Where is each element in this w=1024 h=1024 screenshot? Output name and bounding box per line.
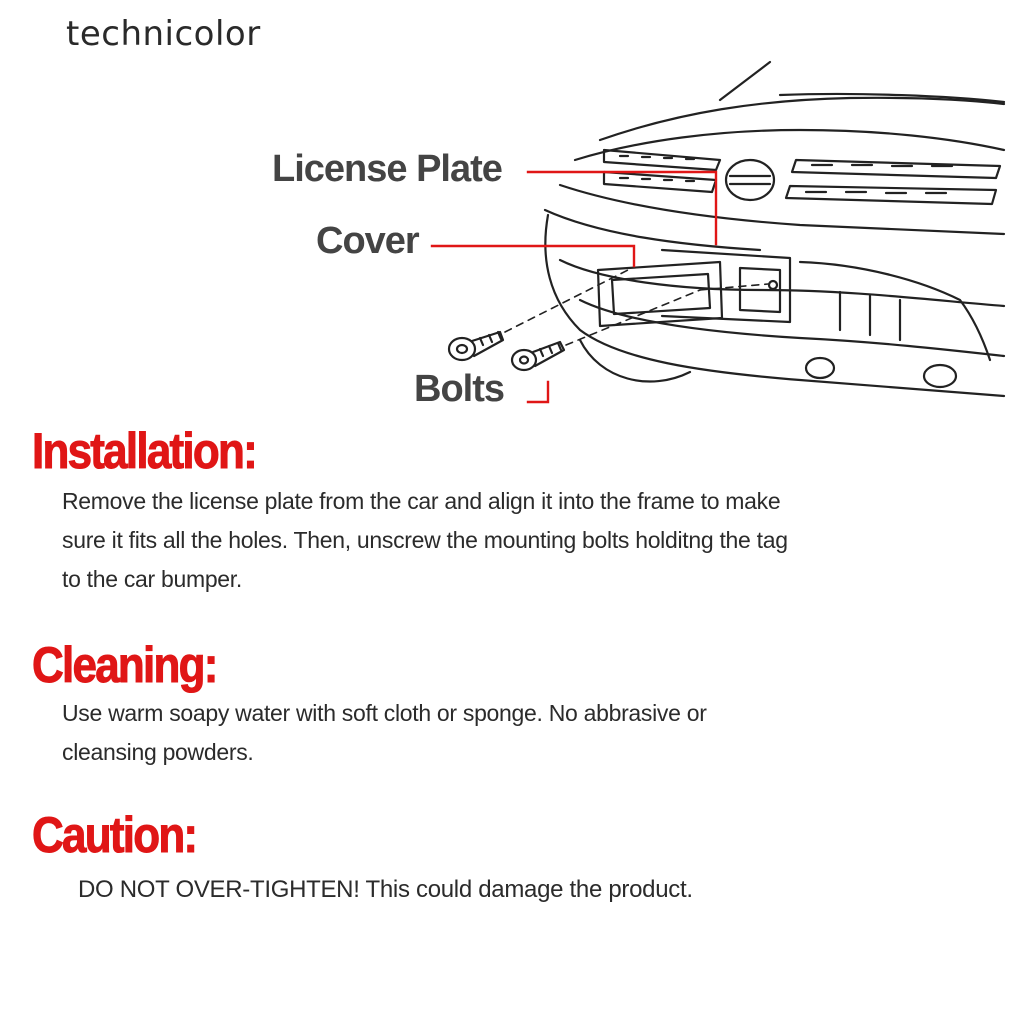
cleaning-text xyxy=(62,694,862,772)
cleaning-heading: Cleaning: xyxy=(32,637,217,693)
caution-text: DO NOT OVER-TIGHTEN! This could damage the product. xyxy=(78,876,693,903)
bolts-label: Bolts xyxy=(414,368,504,410)
car-bumper-illustration xyxy=(0,60,1024,420)
installation-line-2: sure it fits all the holes. Then, unscrew the mounting bolts holditng the tag xyxy=(62,527,788,553)
installation-line-3: to the car bumper. xyxy=(62,566,242,592)
brand-watermark: technicolor xyxy=(66,14,261,54)
caution-heading: Caution: xyxy=(32,807,197,863)
installation-text xyxy=(62,482,962,599)
cover-label: Cover xyxy=(316,220,419,262)
cleaning-line-2: cleansing powders. xyxy=(62,739,254,765)
installation-line-1: Remove the license plate from the car and align it into the frame to make xyxy=(62,488,781,514)
license-plate-label: License Plate xyxy=(272,148,502,190)
installation-heading: Installation: xyxy=(32,423,257,479)
cleaning-line-1: Use warm soapy water with soft cloth or sponge. No abbrasive or xyxy=(62,700,707,726)
